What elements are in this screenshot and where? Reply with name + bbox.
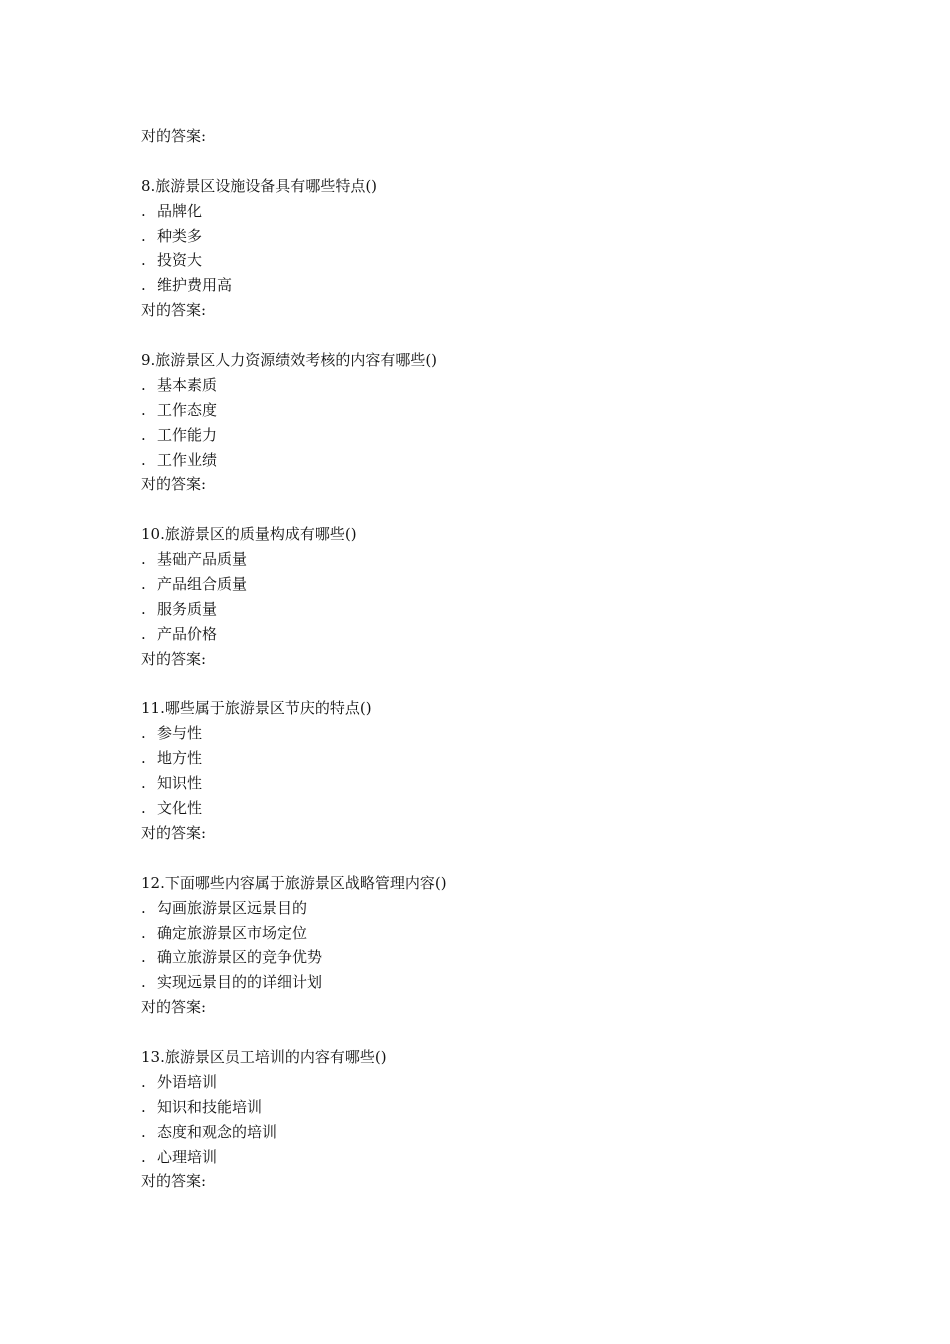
question-block (141, 871, 841, 1020)
option-text: 参与性 (157, 724, 203, 743)
answer-label: 对的答案: (141, 998, 207, 1017)
question-block (141, 174, 841, 323)
option-bullet: . (141, 898, 146, 917)
option-text: 实现远景目的的详细计划 (157, 973, 323, 992)
option-bullet: . (141, 923, 146, 942)
option-text: 知识性 (157, 774, 203, 793)
spacer (141, 672, 841, 697)
option-bullet: . (141, 1097, 146, 1116)
option-item (141, 199, 841, 224)
option-item (141, 224, 841, 249)
question-text: 8.旅游景区设施设备具有哪些特点() (141, 176, 378, 195)
option-bullet: . (141, 1072, 146, 1091)
option-text: 勾画旅游景区远景目的 (157, 898, 308, 917)
option-text: 地方性 (157, 749, 203, 768)
option-text: 种类多 (157, 226, 203, 245)
option-item (141, 721, 841, 746)
option-text: 服务质量 (157, 599, 218, 618)
option-item (141, 970, 841, 995)
option-bullet: . (141, 550, 146, 569)
option-bullet: . (141, 450, 146, 469)
option-text: 产品价格 (157, 624, 218, 643)
option-text: 工作态度 (157, 400, 218, 419)
question-block (141, 522, 841, 671)
option-text: 工作能力 (157, 425, 218, 444)
option-item (141, 1145, 841, 1170)
option-text: 心理培训 (157, 1147, 218, 1166)
option-bullet: . (141, 1122, 146, 1141)
option-text: 投资大 (157, 251, 203, 270)
answer-label: 对的答案: (141, 301, 207, 320)
option-item (141, 572, 841, 597)
option-text: 知识和技能培训 (157, 1097, 263, 1116)
option-text: 产品组合质量 (157, 575, 248, 594)
option-item (141, 1070, 841, 1095)
spacer (141, 323, 841, 348)
option-text: 态度和观念的培训 (157, 1122, 278, 1141)
option-item (141, 1095, 841, 1120)
option-text: 品牌化 (157, 201, 203, 220)
option-item (141, 622, 841, 647)
option-item (141, 945, 841, 970)
option-bullet: . (141, 226, 146, 245)
option-item (141, 921, 841, 946)
document-page (141, 124, 841, 1194)
option-bullet: . (141, 575, 146, 594)
option-bullet: . (141, 973, 146, 992)
option-text: 文化性 (157, 799, 203, 818)
option-bullet: . (141, 400, 146, 419)
answer-label: 对的答案: (141, 127, 207, 145)
option-item (141, 597, 841, 622)
option-text: 外语培训 (157, 1072, 218, 1091)
question-text: 12.下面哪些内容属于旅游景区战略管理内容() (141, 873, 447, 892)
spacer (141, 149, 841, 174)
option-bullet: . (141, 201, 146, 220)
question-text: 10.旅游景区的质量构成有哪些() (141, 525, 357, 544)
option-text: 基本素质 (157, 375, 218, 394)
option-item (141, 771, 841, 796)
option-bullet: . (141, 948, 146, 967)
option-bullet: . (141, 724, 146, 743)
option-text: 确定旅游景区市场定位 (157, 923, 308, 942)
question-text: 9.旅游景区人力资源绩效考核的内容有哪些() (141, 351, 438, 370)
question-text: 13.旅游景区员工培训的内容有哪些() (141, 1047, 387, 1066)
option-item (141, 398, 841, 423)
spacer (141, 846, 841, 871)
question-block (141, 696, 841, 845)
option-bullet: . (141, 624, 146, 643)
question-block (141, 348, 841, 497)
option-item (141, 373, 841, 398)
option-text: 工作业绩 (157, 450, 218, 469)
question-text: 11.哪些属于旅游景区节庆的特点() (141, 699, 372, 718)
option-bullet: . (141, 799, 146, 818)
option-item (141, 796, 841, 821)
option-text: 维护费用高 (157, 276, 233, 295)
option-item (141, 1120, 841, 1145)
option-text: 确立旅游景区的竞争优势 (157, 948, 323, 967)
option-item (141, 547, 841, 572)
answer-label: 对的答案: (141, 475, 207, 494)
answer-label: 对的答案: (141, 649, 207, 668)
option-item (141, 423, 841, 448)
option-item (141, 746, 841, 771)
option-bullet: . (141, 276, 146, 295)
option-item (141, 248, 841, 273)
option-item (141, 896, 841, 921)
question-block (141, 1045, 841, 1194)
option-bullet: . (141, 749, 146, 768)
answer-label: 对的答案: (141, 823, 207, 842)
option-bullet: . (141, 599, 146, 618)
option-bullet: . (141, 251, 146, 270)
option-text: 基础产品质量 (157, 550, 248, 569)
option-bullet: . (141, 425, 146, 444)
spacer (141, 497, 841, 522)
spacer (141, 1020, 841, 1045)
option-bullet: . (141, 774, 146, 793)
option-item (141, 448, 841, 473)
answer-label: 对的答案: (141, 1172, 207, 1191)
option-bullet: . (141, 375, 146, 394)
option-bullet: . (141, 1147, 146, 1166)
option-item (141, 273, 841, 298)
